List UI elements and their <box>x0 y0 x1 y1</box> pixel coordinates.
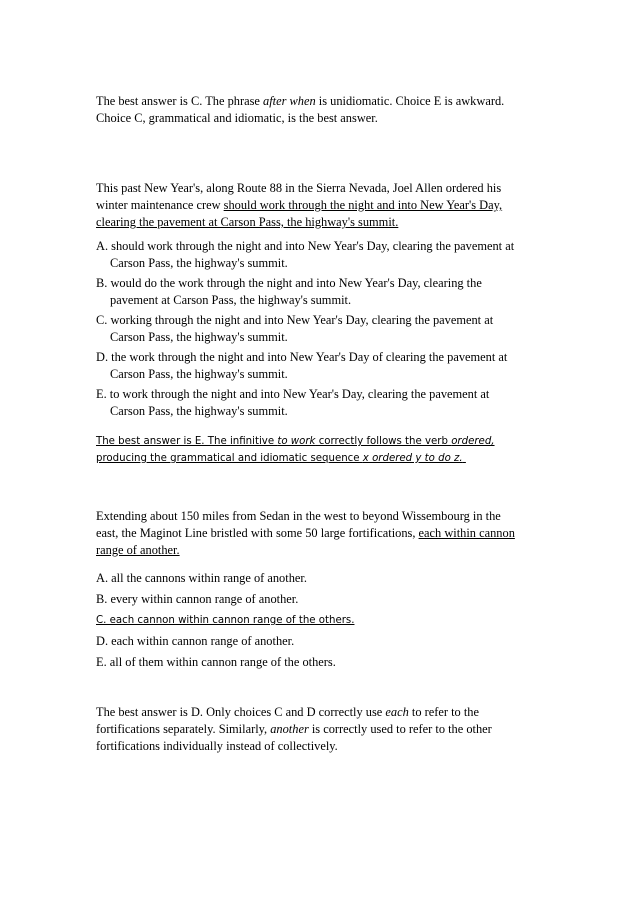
underlined-portion: should work through the night and into New Year's Day, <box>223 198 503 212</box>
underlined-portion: each within cannon <box>418 526 515 540</box>
intro-answer-line-1: The best answer is C. The phrase after when is unidiomatic. Choice E is awkward. <box>96 94 505 108</box>
intro-answer-paragraph <box>96 93 556 127</box>
question1-option-b: B. would do the work through the night and into New Year's Day, clearing the pavement at Carson Pass, the highway's summit. <box>96 276 482 307</box>
question1-option-c: C. working through the night and into New Year's Day, clearing the pavement at Carson Pass, the highway's summit. <box>96 313 494 344</box>
question1-option-d: D. the work through the night and into New Year's Day of clearing the pavement at Carson Pass, the highway's summit. <box>96 350 508 381</box>
question2-option-d: D. each within cannon range of another. <box>96 634 295 648</box>
question2-option-b: B. every within cannon range of another. <box>96 592 299 606</box>
question1-option-a: A. should work through the night and into New Year's Day, clearing the pavement at Carson Pass, the highway's summit. <box>96 239 515 270</box>
question2-option-e: E. all of them within cannon range of the others. <box>96 655 336 669</box>
intro-answer-line-2: Choice C, grammatical and idiomatic, is the best answer. <box>96 111 378 125</box>
question1-option-e: E. to work through the night and into New Year's Day, clearing the pavement at Carson Pass, the highway's summit. <box>96 387 490 418</box>
question2-answer: The best answer is D. Only choices C and D correctly use each to refer to the fortifications separately. Similarly, another is correctly used to refer to the other fortifications individually instead of collectively. <box>96 705 492 753</box>
question1-answer: The best answer is E. The infinitive to work correctly follows the verb ordered, producing the grammatical and idiomatic sequence x ordered y to do z. <box>96 436 495 464</box>
question2-stem: Extending about 150 miles from Sedan in the west to beyond Wissembourg in the east, the Maginot Line bristled with some 50 large fortifications, each within cannon range of another. <box>96 508 556 559</box>
underlined-portion-cont: clearing the pavement at Carson Pass, the highway's summit. <box>96 215 399 229</box>
underlined-portion-cont: range of another. <box>96 543 180 557</box>
question1-stem: This past New Year's, along Route 88 in the Sierra Nevada, Joel Allen ordered his winter maintenance crew should work through the night and into New Year's Day, clearing the pavement at Carson Pass, the highway's summit. <box>96 180 556 231</box>
question2-option-c: C. each cannon within cannon range of the others. <box>96 615 355 626</box>
emphasis-phrase: after when <box>263 94 316 108</box>
question2-option-a: A. all the cannons within range of another. <box>96 571 307 585</box>
